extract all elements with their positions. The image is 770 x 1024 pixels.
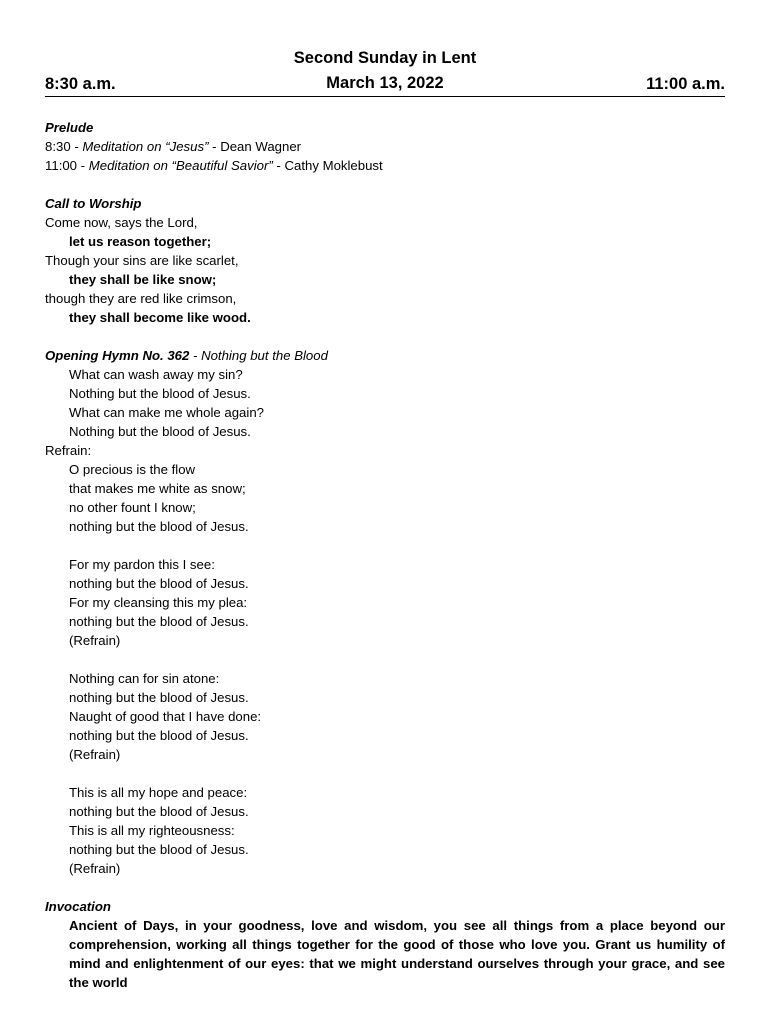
service-time-late: 11:00 a.m. [646, 75, 725, 93]
refrain-label: Refrain: [45, 443, 92, 458]
hymn-line: Naught of good that I have done: [69, 709, 262, 724]
call-to-worship-heading: Call to Worship [45, 196, 142, 211]
hymn-line: O precious is the flow [69, 462, 196, 477]
leader-line: though they are red like crimson, [45, 291, 237, 306]
hymn-line: Nothing but the blood of Jesus. [69, 386, 251, 401]
people-line: they shall be like snow; [69, 272, 217, 287]
hymn-line: that makes me white as snow; [69, 481, 246, 496]
hymn-line: nothing but the blood of Jesus. [69, 842, 249, 857]
hymn-line: nothing but the blood of Jesus. [69, 804, 249, 819]
hymn-heading: Opening Hymn No. 362 - Nothing but the Blood [45, 348, 328, 363]
bulletin-page [45, 46, 725, 992]
hymn-line: This is all my righteousness: [69, 823, 235, 838]
hymn-line: What can wash away my sin? [69, 367, 243, 382]
hymn-line: For my pardon this I see: [69, 557, 215, 572]
service-time-early: 8:30 a.m. [45, 75, 116, 93]
hymn-line: nothing but the blood of Jesus. [69, 519, 249, 534]
hymn-line: (Refrain) [69, 633, 121, 648]
leader-line: Come now, says the Lord, [45, 215, 198, 230]
hymn-line: (Refrain) [69, 747, 121, 762]
service-date: March 13, 2022 [326, 74, 444, 92]
hymn-line: no other fount I know; [69, 500, 196, 515]
service-title: Second Sunday in Lent [293, 49, 477, 67]
prelude-item: 8:30 - Meditation on “Jesus” - Dean Wagner [45, 139, 302, 154]
hymn-line: nothing but the blood of Jesus. [69, 690, 249, 705]
hymn-line: nothing but the blood of Jesus. [69, 728, 249, 743]
prelude-item: 11:00 - Meditation on “Beautiful Savior” - Cathy Moklebust [45, 158, 383, 173]
hymn-line: This is all my hope and peace: [69, 785, 248, 800]
hymn-line: (Refrain) [69, 861, 121, 876]
hymn-line: For my cleansing this my plea: [69, 595, 248, 610]
bulletin-header [45, 46, 725, 97]
hymn-line: Nothing but the blood of Jesus. [69, 424, 251, 439]
invocation-text: Ancient of Days, in your goodness, love and wisdom, you see all things from a place beyond our comprehension, working all things together for the good of those who love you. Grant us humility of mind and enlightenment of our eyes: that we might understand ourselves through your grace, and see the world [69, 918, 725, 990]
hymn-line: nothing but the blood of Jesus. [69, 614, 249, 629]
invocation-heading: Invocation [45, 899, 111, 914]
leader-line: Though your sins are like scarlet, [45, 253, 239, 268]
hymn-line: nothing but the blood of Jesus. [69, 576, 249, 591]
hymn-line: What can make me whole again? [69, 405, 264, 420]
hymn-line: Nothing can for sin atone: [69, 671, 220, 686]
people-line: they shall become like wood. [69, 310, 251, 325]
bulletin-body [45, 118, 725, 992]
prelude-heading: Prelude [45, 120, 94, 135]
people-line: let us reason together; [69, 234, 212, 249]
